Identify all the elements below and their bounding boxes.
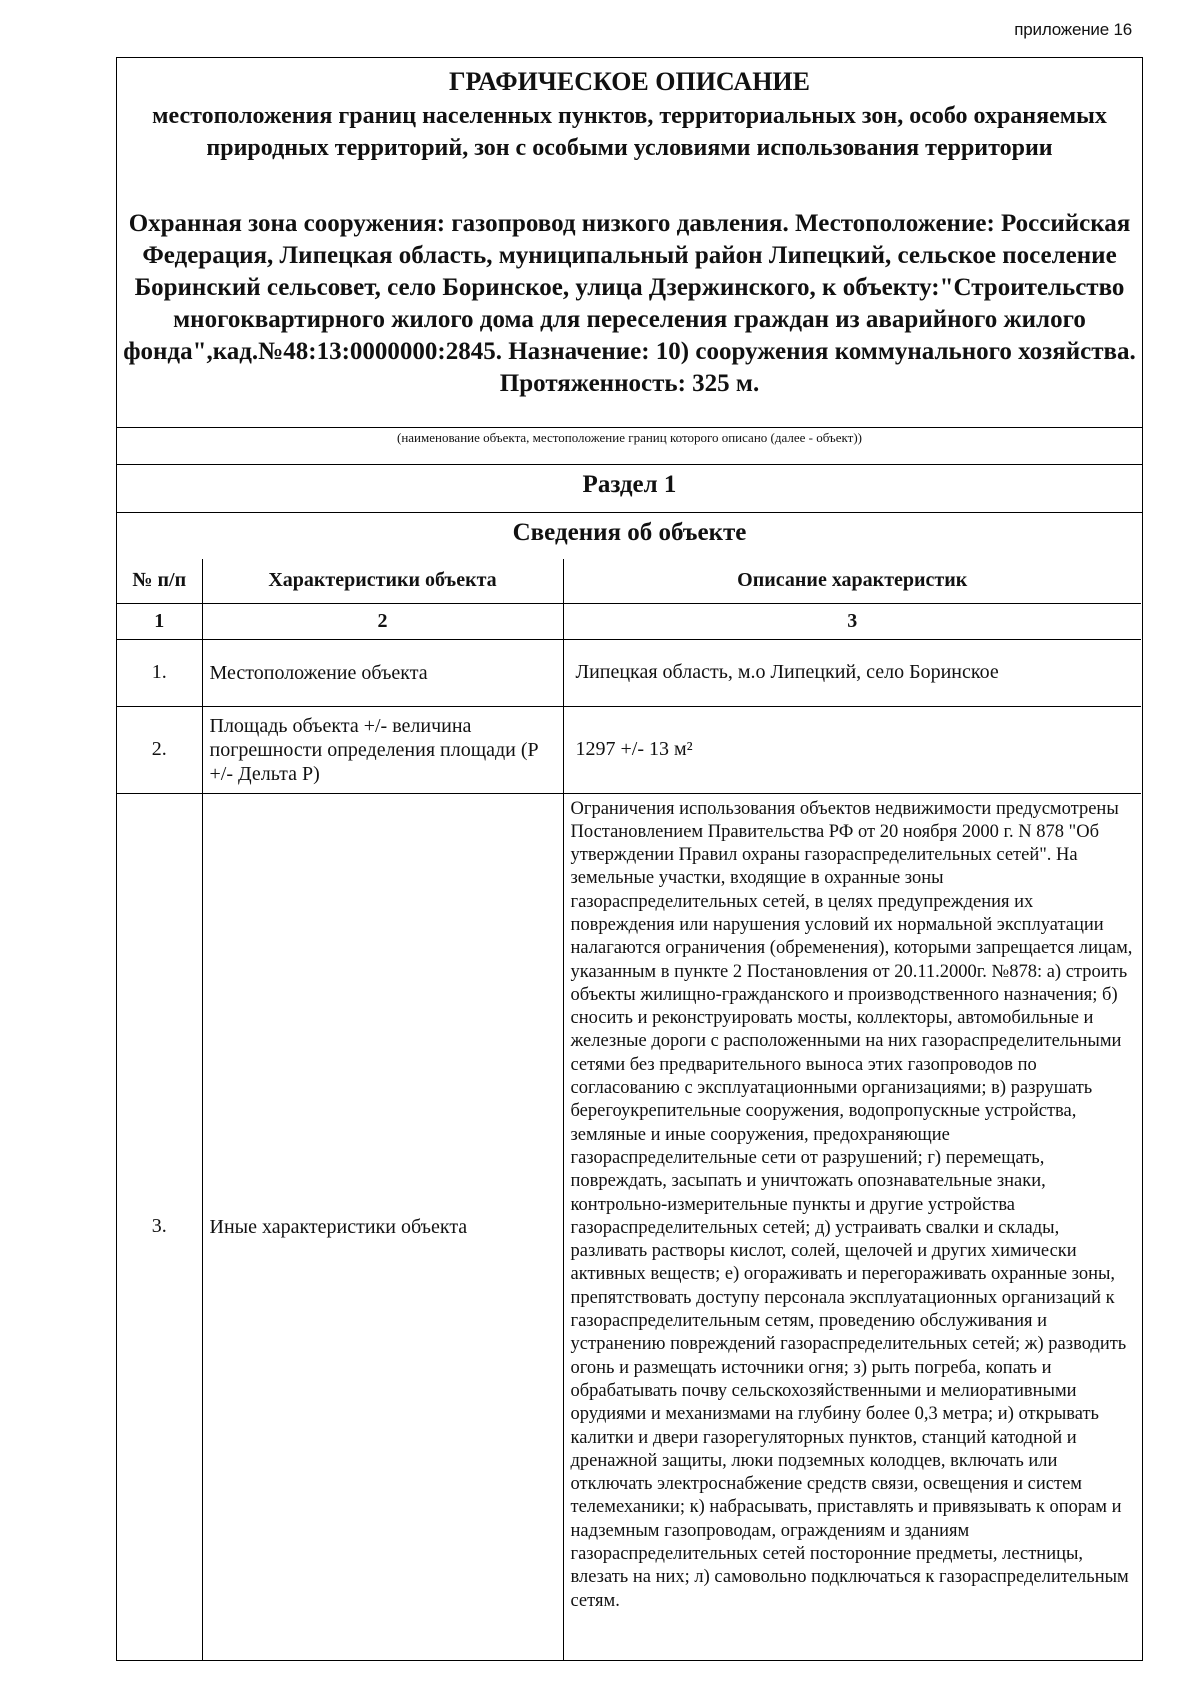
- appendix-label: приложение 16: [1014, 20, 1132, 39]
- header-cell-number: № п/п: [117, 559, 202, 603]
- row-characteristic: Местоположение объекта: [202, 639, 563, 706]
- document-frame: [116, 57, 1143, 1661]
- document-title: ГРАФИЧЕСКОЕ ОПИСАНИЕ: [449, 67, 810, 96]
- column-number-2: 2: [202, 603, 563, 639]
- table-row: [117, 639, 1141, 706]
- object-caption: (наименование объекта, местоположение границ которого описано (далее - объект)): [397, 430, 862, 445]
- section-title: Раздел 1: [582, 471, 677, 498]
- section-divider-middle: [117, 512, 1142, 513]
- column-number-3: 3: [563, 603, 1141, 639]
- caption-divider: [117, 427, 1142, 428]
- header-cell-description: Описание характеристик: [563, 559, 1141, 603]
- object-name-line1: Охранная зона сооружения: газопровод низкого давления. Местоположение: Российская Федерация, Липецкая область, муниципальный район Липецкий, сельское поселение: [128, 210, 1131, 269]
- row-description: Липецкая область, м.о Липецкий, село Боринское: [563, 639, 1141, 706]
- row-number: 3.: [117, 793, 202, 1660]
- column-number-1: 1: [117, 603, 202, 639]
- column-number-row: [117, 603, 1141, 639]
- table-row: [117, 706, 1141, 793]
- row-description: 1297 +/- 13 м²: [563, 706, 1141, 793]
- table-header-row: [117, 559, 1141, 603]
- header-cell-characteristics: Характеристики объекта: [202, 559, 563, 603]
- section-divider-top: [117, 464, 1142, 465]
- row-number: 1.: [117, 639, 202, 706]
- row-characteristic: Иные характеристики объекта: [202, 793, 563, 1660]
- row-number: 2.: [117, 706, 202, 793]
- table-row: [117, 793, 1141, 1660]
- section-subtitle: Сведения об объекте: [512, 519, 747, 546]
- object-name: [117, 208, 1142, 400]
- object-name-line2: Боринский сельсовет, село Боринское, улица Дзержинского, к объекту:"Строительство многоквартирного жилого дома для переселения граждан из аварийного жилого фонда",кад.№48:13:0000000:2845. Назначение: 10) сооружения коммунального хозяйства. Протяженность: 325 м.: [123, 274, 1136, 397]
- row-characteristic: Площадь объекта +/- величина погрешности определения площади (Р +/- Дельта Р): [202, 706, 563, 793]
- document-subtitle: местоположения границ населенных пунктов, территориальных зон, особо охраняемых природных территорий, зон с особыми условиями использования территории: [152, 103, 1107, 161]
- row-description: Ограничения использования объектов недвижимости предусмотрены Постановлением Правительства РФ от 20 ноября 2000 г. N 878 "Об утверждении Правил охраны газораспределительных сетей". На земельные участки, входящие в охранные зоны газораспределительных сетей, в целях предупреждения их повреждения или нарушения условий их нормальной эксплуатации налагаются ограничения (обременения), которыми запрещается лицам, указанным в пункте 2 Постановления от 20.11.2000г. №878: а) строить объекты жилищно-гражданского и производственного назначения; б) сносить и реконструировать мосты, коллекторы, автомобильные и железные дороги с расположенными на них газораспределительными сетями без предварительного выноса этих газопроводов по согласованию с эксплуатационными организациями; в) разрушать берегоукрепительные сооружения, водопропускные устройства, земляные и иные сооружения, предохраняющие газораспределительные сети от разрушений; г) перемещать, повреждать, засыпать и уничтожать опознавательные знаки, контрольно-измерительные пункты и другие устройства газораспределительных сетей; д) устраивать свалки и склады, разливать растворы кислот, солей, щелочей и других химически активных веществ; е) огораживать и перегораживать охранные зоны, препятствовать доступу персонала эксплуатационных организаций к газораспределительным сетям, проведению обслуживания и устранению повреждений газораспределительных сетей; ж) разводить огонь и размещать источники огня; з) рыть погреба, копать и обрабатывать почву сельскохозяйственными и мелиоративными орудиями и механизмами на глубину более 0,3 метра; и) открывать калитки и двери газорегуляторных пунктов, станций катодной и дренажной защиты, люки подземных колодцев, включать или отключать электроснабжение средств связи, освещения и систем телемеханики; к) набрасывать, приставлять и привязывать к опорам и надземным газопроводам, ограждениям и зданиям газораспределительных сетей посторонние предметы, лестницы, влезать на них; л) самовольно подключаться к газораспределительным сетям.: [563, 793, 1141, 1660]
- object-info-table: [117, 559, 1141, 1660]
